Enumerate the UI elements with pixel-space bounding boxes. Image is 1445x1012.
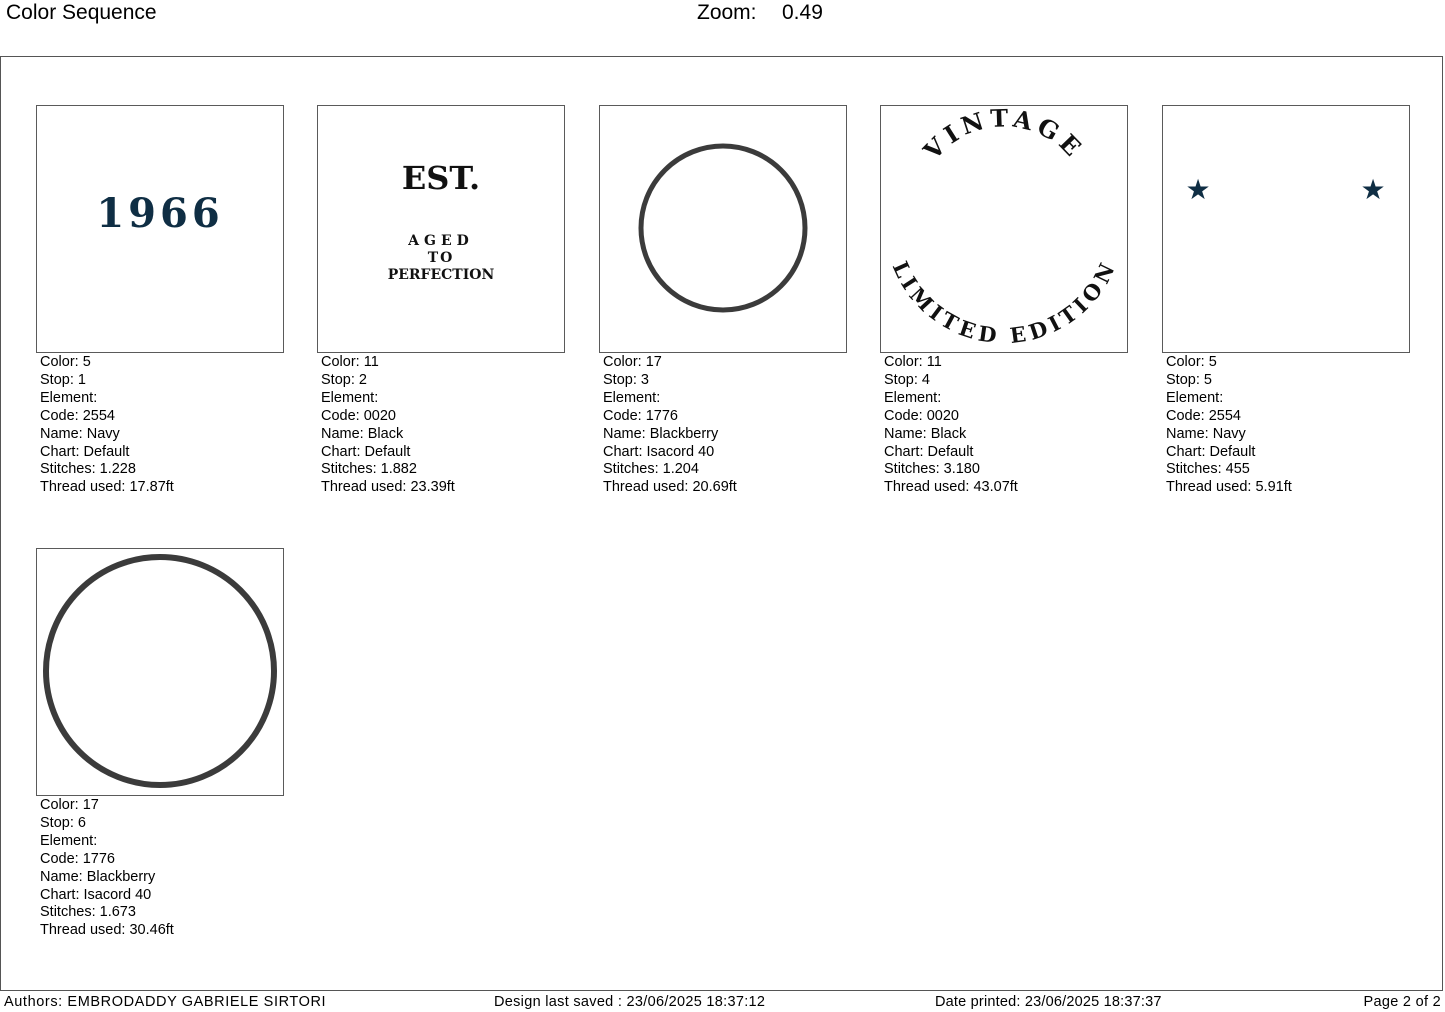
thread-name: Name: Blackberry xyxy=(603,425,719,442)
thread-info-1 xyxy=(36,354,284,497)
color-number: Color: 5 xyxy=(1166,354,1217,370)
preview-canvas-6 xyxy=(37,549,283,795)
color-card-5 xyxy=(1162,105,1410,497)
element-label: Element: xyxy=(1166,389,1224,406)
thread-name: Name: Black xyxy=(884,425,967,442)
vintage-arc-text: VINTAGE xyxy=(917,106,1091,166)
design-text-est: EST. xyxy=(401,159,481,197)
thread-info-4 xyxy=(880,354,1128,497)
thread-info-5 xyxy=(1162,354,1410,497)
thread-used: Thread used: 20.69ft xyxy=(603,479,737,496)
thread-chart: Chart: Default xyxy=(884,443,974,460)
element-label: Element: xyxy=(603,389,661,406)
design-circle-small xyxy=(641,146,805,310)
design-text-vintage xyxy=(917,106,1090,166)
design-text-aged: AGED xyxy=(408,233,474,249)
thread-info-2 xyxy=(317,354,565,497)
stop-number: Stop: 3 xyxy=(603,371,649,388)
stitch-preview-5 xyxy=(1162,105,1410,353)
thread-code: Code: 0020 xyxy=(321,407,396,424)
preview-canvas-2 xyxy=(318,106,564,352)
stitch-count: Stitches: 1.204 xyxy=(603,461,699,478)
footer-last-saved: Design last saved : 23/06/2025 18:37:12 xyxy=(494,994,766,1010)
color-number: Color: 17 xyxy=(40,797,99,813)
thread-chart: Chart: Default xyxy=(1166,443,1256,460)
thread-used: Thread used: 5.91ft xyxy=(1166,479,1292,496)
zoom-label: Zoom: xyxy=(697,1,757,24)
thread-code: Code: 1776 xyxy=(40,850,115,867)
thread-chart: Chart: Isacord 40 xyxy=(40,886,152,903)
zoom-value: 0.49 xyxy=(782,1,823,24)
star-left-icon: ★ xyxy=(1185,173,1211,206)
stitch-preview-4 xyxy=(880,105,1128,353)
thread-used: Thread used: 43.07ft xyxy=(884,479,1018,496)
design-text-1966: 1966 xyxy=(96,190,224,237)
element-label: Element: xyxy=(40,389,98,406)
stitch-count: Stitches: 1.228 xyxy=(40,461,136,478)
stop-number: Stop: 5 xyxy=(1166,371,1212,388)
element-label: Element: xyxy=(40,832,98,849)
color-card-4 xyxy=(880,105,1128,497)
thread-chart: Chart: Isacord 40 xyxy=(603,443,715,460)
color-card-3 xyxy=(599,105,847,497)
stop-number: Stop: 6 xyxy=(40,814,86,831)
stitch-count: Stitches: 1.882 xyxy=(321,461,417,478)
stop-number: Stop: 1 xyxy=(40,371,86,388)
star-right-icon: ★ xyxy=(1360,173,1386,206)
design-text-perfection: PERFECTION xyxy=(387,267,495,283)
design-circle-large xyxy=(46,557,274,785)
thread-name: Name: Navy xyxy=(1166,425,1246,442)
stop-number: Stop: 4 xyxy=(884,371,930,388)
color-card-1 xyxy=(36,105,284,497)
zoom-header-title: Color Sequence xyxy=(6,1,157,24)
design-text-to: TO xyxy=(427,250,455,266)
color-card-2 xyxy=(317,105,565,497)
thread-used: Thread used: 23.39ft xyxy=(321,479,455,496)
thread-chart: Chart: Default xyxy=(40,443,130,460)
thread-name: Name: Black xyxy=(321,425,404,442)
color-number: Color: 11 xyxy=(321,354,379,370)
footer-authors: Authors: EMBRODADDY GABRIELE SIRTORI xyxy=(4,994,327,1010)
stitch-count: Stitches: 3.180 xyxy=(884,461,980,478)
color-number: Color: 5 xyxy=(40,354,91,370)
element-label: Element: xyxy=(321,389,379,406)
stitch-preview-2 xyxy=(317,105,565,353)
thread-used: Thread used: 30.46ft xyxy=(40,922,174,939)
stitch-preview-3 xyxy=(599,105,847,353)
thread-info-3 xyxy=(599,354,847,497)
preview-canvas-3 xyxy=(600,106,846,352)
color-number: Color: 11 xyxy=(884,354,942,370)
thread-code: Code: 1776 xyxy=(603,407,678,424)
color-card-6 xyxy=(36,548,284,940)
thread-info-6 xyxy=(36,797,284,940)
thread-code: Code: 0020 xyxy=(884,407,959,424)
element-label: Element: xyxy=(884,389,942,406)
color-number: Color: 17 xyxy=(603,354,662,370)
footer-page-number: Page 2 of 2 xyxy=(1363,994,1441,1010)
thread-code: Code: 2554 xyxy=(40,407,115,424)
preview-canvas-1 xyxy=(37,106,283,352)
thread-name: Name: Navy xyxy=(40,425,120,442)
thread-name: Name: Blackberry xyxy=(40,868,156,885)
limited-edition-arc-text: LIMITED EDITION xyxy=(887,257,1121,349)
stitch-count: Stitches: 455 xyxy=(1166,461,1250,478)
footer-date-printed: Date printed: 23/06/2025 18:37:37 xyxy=(935,994,1162,1010)
preview-canvas-5 xyxy=(1163,106,1409,352)
thread-chart: Chart: Default xyxy=(321,443,411,460)
stitch-preview-6 xyxy=(36,548,284,796)
design-text-limited-edition xyxy=(888,257,1121,348)
stop-number: Stop: 2 xyxy=(321,371,367,388)
stitch-preview-1 xyxy=(36,105,284,353)
thread-code: Code: 2554 xyxy=(1166,407,1241,424)
stitch-count: Stitches: 1.673 xyxy=(40,904,136,921)
thread-used: Thread used: 17.87ft xyxy=(40,479,174,496)
preview-canvas-4 xyxy=(881,106,1127,352)
